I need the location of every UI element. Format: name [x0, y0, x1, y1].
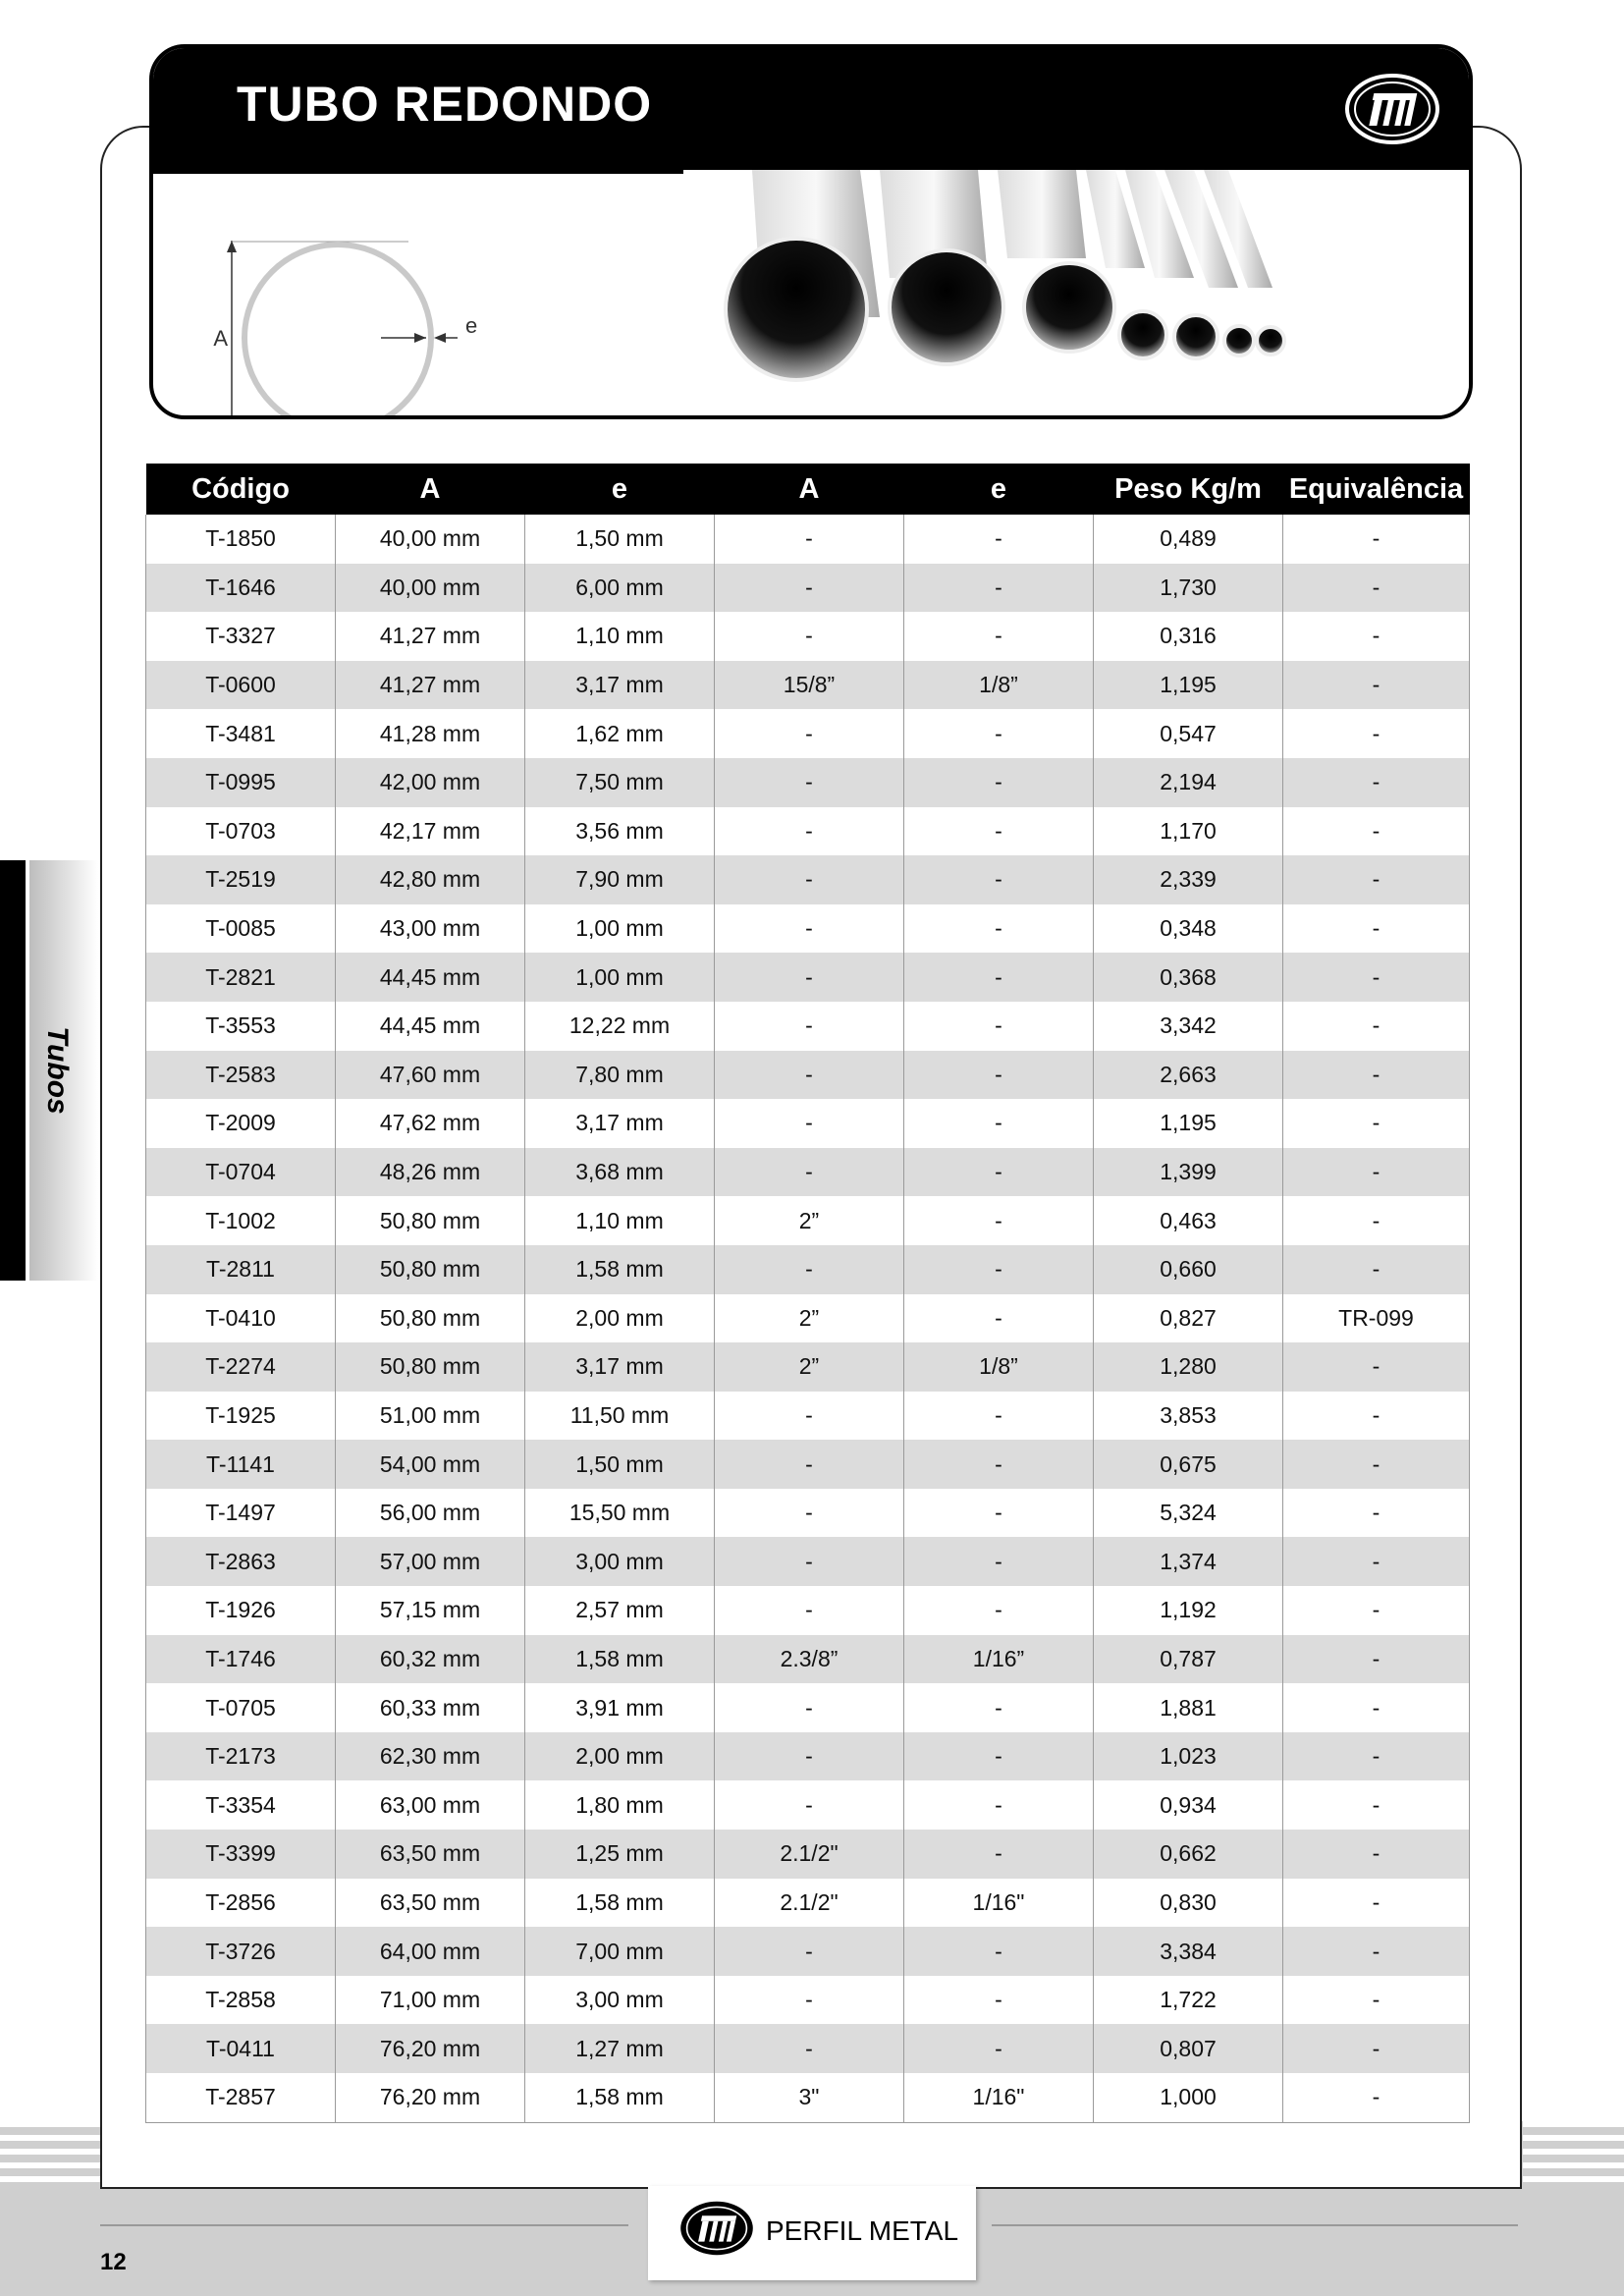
cell-equivalencia: -: [1283, 904, 1470, 954]
cell-e-mm: 7,50 mm: [525, 758, 715, 807]
table-row: [146, 2073, 1470, 2122]
cell-e-mm: 3,56 mm: [525, 807, 715, 856]
side-tab-bar: [0, 860, 26, 1281]
cell-peso: 0,675: [1094, 1440, 1283, 1489]
cell-peso: 0,489: [1094, 515, 1283, 564]
cell-a-inch: 2.1/2": [715, 1830, 904, 1879]
cell-e-inch: -: [904, 1830, 1094, 1879]
cell-e-mm: 1,10 mm: [525, 1196, 715, 1245]
cell-codigo: T-3553: [146, 1002, 336, 1051]
cell-e-inch: -: [904, 758, 1094, 807]
cell-a-inch: -: [715, 1002, 904, 1051]
cell-codigo: T-0411: [146, 2024, 336, 2073]
cell-e-inch: -: [904, 1002, 1094, 1051]
table-row: [146, 1586, 1470, 1635]
cell-a-inch: -: [715, 758, 904, 807]
cell-codigo: T-2009: [146, 1099, 336, 1148]
cell-codigo: T-2811: [146, 1245, 336, 1294]
cell-codigo: T-1141: [146, 1440, 336, 1489]
cell-a-mm: 47,60 mm: [336, 1051, 525, 1100]
cell-a-mm: 76,20 mm: [336, 2024, 525, 2073]
cell-codigo: T-0410: [146, 1294, 336, 1343]
cell-peso: 0,662: [1094, 1830, 1283, 1879]
col-header-equivalencia: Equivalência: [1283, 464, 1470, 515]
cell-e-inch: -: [904, 953, 1094, 1002]
table-body: [146, 515, 1470, 2122]
table-row: [146, 1440, 1470, 1489]
cell-equivalencia: -: [1283, 2073, 1470, 2122]
cell-e-mm: 2,00 mm: [525, 1294, 715, 1343]
cell-codigo: T-0995: [146, 758, 336, 807]
cell-a-mm: 54,00 mm: [336, 1440, 525, 1489]
cell-a-inch: 2”: [715, 1294, 904, 1343]
cell-a-inch: -: [715, 1537, 904, 1586]
cell-equivalencia: -: [1283, 1342, 1470, 1392]
footer-line-left: [100, 2224, 628, 2226]
cell-codigo: T-0704: [146, 1148, 336, 1197]
cell-codigo: T-1002: [146, 1196, 336, 1245]
cell-a-mm: 57,00 mm: [336, 1537, 525, 1586]
cell-peso: 3,342: [1094, 1002, 1283, 1051]
table-row: [146, 904, 1470, 954]
cell-a-inch: -: [715, 612, 904, 661]
col-header-a-inch: A: [715, 464, 904, 515]
side-tab-label: Tubos: [41, 1026, 74, 1115]
cell-peso: 1,730: [1094, 564, 1283, 613]
table-row: [146, 564, 1470, 613]
cell-equivalencia: -: [1283, 1245, 1470, 1294]
cell-e-inch: -: [904, 1294, 1094, 1343]
cell-e-mm: 2,57 mm: [525, 1586, 715, 1635]
table-row: [146, 661, 1470, 710]
cell-e-inch: -: [904, 1245, 1094, 1294]
cell-codigo: T-2583: [146, 1051, 336, 1100]
header-card: [149, 44, 1473, 419]
cell-a-inch: -: [715, 1976, 904, 2025]
table-row: [146, 1099, 1470, 1148]
cell-codigo: T-2857: [146, 2073, 336, 2122]
cell-equivalencia: -: [1283, 1002, 1470, 1051]
cell-e-mm: 1,58 mm: [525, 2073, 715, 2122]
table-row: [146, 1342, 1470, 1392]
cell-e-mm: 1,62 mm: [525, 709, 715, 758]
cell-equivalencia: -: [1283, 2024, 1470, 2073]
table-row: [146, 612, 1470, 661]
cell-a-mm: 62,30 mm: [336, 1732, 525, 1781]
cell-e-mm: 3,00 mm: [525, 1537, 715, 1586]
table-row: [146, 2024, 1470, 2073]
cell-peso: 5,324: [1094, 1489, 1283, 1538]
cell-a-mm: 56,00 mm: [336, 1489, 525, 1538]
table-row: [146, 1927, 1470, 1976]
table-row: [146, 1196, 1470, 1245]
cell-e-inch: -: [904, 1148, 1094, 1197]
cell-equivalencia: -: [1283, 1196, 1470, 1245]
cell-peso: 2,663: [1094, 1051, 1283, 1100]
cell-codigo: T-1926: [146, 1586, 336, 1635]
cell-e-inch: 1/16”: [904, 1635, 1094, 1684]
page-number: 12: [100, 2249, 127, 2275]
cell-a-mm: 63,00 mm: [336, 1780, 525, 1830]
cell-codigo: T-1497: [146, 1489, 336, 1538]
cell-e-mm: 15,50 mm: [525, 1489, 715, 1538]
cell-a-mm: 42,80 mm: [336, 855, 525, 904]
cell-a-mm: 40,00 mm: [336, 515, 525, 564]
cell-a-mm: 42,17 mm: [336, 807, 525, 856]
cell-equivalencia: -: [1283, 1586, 1470, 1635]
cell-equivalencia: -: [1283, 953, 1470, 1002]
cell-a-mm: 76,20 mm: [336, 2073, 525, 2122]
cell-a-inch: -: [715, 1683, 904, 1732]
cell-e-mm: 3,17 mm: [525, 1342, 715, 1392]
cell-a-mm: 50,80 mm: [336, 1196, 525, 1245]
cell-peso: 0,463: [1094, 1196, 1283, 1245]
cell-a-mm: 63,50 mm: [336, 1879, 525, 1928]
footer-brand: PERFIL METAL: [766, 2215, 959, 2246]
col-header-e-inch: e: [904, 464, 1094, 515]
cell-codigo: T-2858: [146, 1976, 336, 2025]
cell-a-mm: 50,80 mm: [336, 1245, 525, 1294]
table-row: [146, 709, 1470, 758]
cell-a-inch: -: [715, 904, 904, 954]
cell-equivalencia: -: [1283, 564, 1470, 613]
cell-e-inch: -: [904, 1976, 1094, 2025]
table-row: [146, 1051, 1470, 1100]
table-row: [146, 758, 1470, 807]
cell-a-inch: -: [715, 1489, 904, 1538]
cell-equivalencia: -: [1283, 807, 1470, 856]
perfil-metal-logo-icon: [677, 2198, 756, 2259]
cell-codigo: T-2274: [146, 1342, 336, 1392]
cell-e-inch: -: [904, 1051, 1094, 1100]
cell-peso: 1,881: [1094, 1683, 1283, 1732]
table-row: [146, 1976, 1470, 2025]
cell-a-inch: -: [715, 564, 904, 613]
cell-e-inch: -: [904, 515, 1094, 564]
col-header-peso: Peso Kg/m: [1094, 464, 1283, 515]
cell-a-mm: 51,00 mm: [336, 1392, 525, 1441]
cell-codigo: T-3726: [146, 1927, 336, 1976]
cell-equivalencia: -: [1283, 1780, 1470, 1830]
cell-e-mm: 11,50 mm: [525, 1392, 715, 1441]
table-row: [146, 1780, 1470, 1830]
cell-a-inch: -: [715, 1440, 904, 1489]
spec-table: [145, 464, 1470, 2123]
cell-codigo: T-3354: [146, 1780, 336, 1830]
cell-a-mm: 50,80 mm: [336, 1342, 525, 1392]
cell-codigo: T-1850: [146, 515, 336, 564]
cell-equivalencia: -: [1283, 1489, 1470, 1538]
cell-equivalencia: -: [1283, 1099, 1470, 1148]
table-header-row: [146, 464, 1470, 515]
cell-a-inch: -: [715, 2024, 904, 2073]
cell-a-mm: 57,15 mm: [336, 1586, 525, 1635]
cell-e-inch: -: [904, 1440, 1094, 1489]
table-row: [146, 1537, 1470, 1586]
table-row: [146, 1294, 1470, 1343]
cell-e-mm: 1,00 mm: [525, 953, 715, 1002]
cell-codigo: T-2863: [146, 1537, 336, 1586]
cell-e-inch: -: [904, 612, 1094, 661]
cell-equivalencia: -: [1283, 1830, 1470, 1879]
cell-a-mm: 40,00 mm: [336, 564, 525, 613]
perfil-metal-logo-icon: [1343, 72, 1441, 146]
cell-e-mm: 1,58 mm: [525, 1879, 715, 1928]
cell-codigo: T-2173: [146, 1732, 336, 1781]
cell-a-mm: 48,26 mm: [336, 1148, 525, 1197]
cell-peso: 0,660: [1094, 1245, 1283, 1294]
label-e: e: [465, 313, 478, 338]
header-bar: [153, 48, 1469, 174]
cell-e-mm: 3,00 mm: [525, 1976, 715, 2025]
cell-peso: 1,280: [1094, 1342, 1283, 1392]
cell-a-inch: -: [715, 709, 904, 758]
cell-peso: 0,934: [1094, 1780, 1283, 1830]
cell-a-inch: -: [715, 807, 904, 856]
cell-peso: 1,170: [1094, 807, 1283, 856]
cell-a-mm: 71,00 mm: [336, 1976, 525, 2025]
table-row: [146, 1683, 1470, 1732]
cell-e-inch: -: [904, 1586, 1094, 1635]
table-row: [146, 1002, 1470, 1051]
cell-e-inch: -: [904, 709, 1094, 758]
cell-codigo: T-2821: [146, 953, 336, 1002]
cell-equivalencia: -: [1283, 1879, 1470, 1928]
cell-a-mm: 60,33 mm: [336, 1683, 525, 1732]
cell-a-inch: -: [715, 1927, 904, 1976]
cell-a-mm: 41,27 mm: [336, 612, 525, 661]
cell-equivalencia: -: [1283, 612, 1470, 661]
cell-e-mm: 7,90 mm: [525, 855, 715, 904]
page-title: TUBO REDONDO: [237, 77, 653, 132]
cell-codigo: T-2856: [146, 1879, 336, 1928]
cell-e-mm: 2,00 mm: [525, 1732, 715, 1781]
cell-peso: 0,787: [1094, 1635, 1283, 1684]
table-row: [146, 1635, 1470, 1684]
cell-a-inch: -: [715, 1051, 904, 1100]
cell-a-inch: -: [715, 1099, 904, 1148]
cell-a-inch: -: [715, 515, 904, 564]
cell-peso: 1,023: [1094, 1732, 1283, 1781]
table-row: [146, 1489, 1470, 1538]
cell-e-inch: 1/16": [904, 1879, 1094, 1928]
table-row: [146, 1732, 1470, 1781]
cell-e-mm: 1,58 mm: [525, 1635, 715, 1684]
cell-peso: 1,374: [1094, 1537, 1283, 1586]
cell-e-inch: -: [904, 1780, 1094, 1830]
cell-peso: 0,316: [1094, 612, 1283, 661]
cell-a-mm: 47,62 mm: [336, 1099, 525, 1148]
cell-e-mm: 3,91 mm: [525, 1683, 715, 1732]
cell-a-inch: -: [715, 953, 904, 1002]
cell-e-mm: 6,00 mm: [525, 564, 715, 613]
cell-equivalencia: -: [1283, 1732, 1470, 1781]
cell-e-inch: -: [904, 1099, 1094, 1148]
cell-a-inch: 2.3/8”: [715, 1635, 904, 1684]
cell-a-mm: 44,45 mm: [336, 1002, 525, 1051]
cell-e-inch: 1/16": [904, 2073, 1094, 2122]
cell-a-inch: 15/8”: [715, 661, 904, 710]
table-row: [146, 855, 1470, 904]
cell-e-inch: -: [904, 1196, 1094, 1245]
cell-a-mm: 44,45 mm: [336, 953, 525, 1002]
cell-e-mm: 3,68 mm: [525, 1148, 715, 1197]
cell-codigo: T-0705: [146, 1683, 336, 1732]
cell-a-mm: 64,00 mm: [336, 1927, 525, 1976]
footer-line-right: [992, 2224, 1518, 2226]
cell-equivalencia: -: [1283, 855, 1470, 904]
cell-e-inch: -: [904, 1732, 1094, 1781]
cell-a-inch: -: [715, 1780, 904, 1830]
cell-a-inch: -: [715, 1148, 904, 1197]
cell-e-mm: 1,00 mm: [525, 904, 715, 954]
cell-codigo: T-3399: [146, 1830, 336, 1879]
cell-a-mm: 60,32 mm: [336, 1635, 525, 1684]
cell-e-inch: -: [904, 2024, 1094, 2073]
cell-codigo: T-1925: [146, 1392, 336, 1441]
cell-e-mm: 1,10 mm: [525, 612, 715, 661]
cell-peso: 1,722: [1094, 1976, 1283, 2025]
cell-e-mm: 12,22 mm: [525, 1002, 715, 1051]
cell-equivalencia: -: [1283, 1976, 1470, 2025]
cell-e-mm: 3,17 mm: [525, 661, 715, 710]
col-header-codigo: Código: [146, 464, 336, 515]
cell-a-inch: 2”: [715, 1196, 904, 1245]
table-row: [146, 1245, 1470, 1294]
cell-codigo: T-2519: [146, 855, 336, 904]
cell-equivalencia: -: [1283, 1148, 1470, 1197]
tubes-photo: [683, 170, 1469, 415]
cell-equivalencia: -: [1283, 1635, 1470, 1684]
cell-e-mm: 3,17 mm: [525, 1099, 715, 1148]
cell-e-inch: -: [904, 1489, 1094, 1538]
cell-e-mm: 1,58 mm: [525, 1245, 715, 1294]
cell-peso: 1,000: [1094, 2073, 1283, 2122]
table-row: [146, 1830, 1470, 1879]
cell-e-mm: 1,50 mm: [525, 1440, 715, 1489]
cell-equivalencia: -: [1283, 1537, 1470, 1586]
cell-peso: 0,547: [1094, 709, 1283, 758]
cell-a-mm: 42,00 mm: [336, 758, 525, 807]
table-row: [146, 953, 1470, 1002]
cell-e-inch: -: [904, 1927, 1094, 1976]
cell-peso: 3,384: [1094, 1927, 1283, 1976]
cell-equivalencia: -: [1283, 661, 1470, 710]
cell-peso: 0,368: [1094, 953, 1283, 1002]
table-row: [146, 1392, 1470, 1441]
cell-peso: 1,195: [1094, 661, 1283, 710]
cell-e-mm: 1,27 mm: [525, 2024, 715, 2073]
bottom-band-stripes-left: [0, 2121, 101, 2190]
tube-cross-section-diagram: [212, 186, 566, 419]
table-row: [146, 1148, 1470, 1197]
cell-e-mm: 1,25 mm: [525, 1830, 715, 1879]
col-header-e-mm: e: [525, 464, 715, 515]
cell-peso: 2,194: [1094, 758, 1283, 807]
cell-equivalencia: -: [1283, 1440, 1470, 1489]
cell-a-mm: 43,00 mm: [336, 904, 525, 954]
cell-a-mm: 41,28 mm: [336, 709, 525, 758]
cell-codigo: T-0703: [146, 807, 336, 856]
cell-e-inch: 1/8”: [904, 1342, 1094, 1392]
cell-e-inch: -: [904, 807, 1094, 856]
cell-peso: 3,853: [1094, 1392, 1283, 1441]
cell-equivalencia: -: [1283, 758, 1470, 807]
cell-peso: 1,399: [1094, 1148, 1283, 1197]
cell-e-inch: 1/8”: [904, 661, 1094, 710]
cell-codigo: T-0085: [146, 904, 336, 954]
cell-codigo: T-3327: [146, 612, 336, 661]
cell-e-inch: -: [904, 855, 1094, 904]
cell-equivalencia: -: [1283, 1683, 1470, 1732]
cell-peso: 1,192: [1094, 1586, 1283, 1635]
cell-equivalencia: TR-099: [1283, 1294, 1470, 1343]
cell-a-mm: 63,50 mm: [336, 1830, 525, 1879]
cell-e-inch: -: [904, 904, 1094, 954]
cell-codigo: T-1746: [146, 1635, 336, 1684]
cell-e-inch: -: [904, 1392, 1094, 1441]
cell-e-mm: 7,80 mm: [525, 1051, 715, 1100]
cell-codigo: T-0600: [146, 661, 336, 710]
bottom-band-stripes-right: [1523, 2121, 1624, 2190]
cell-peso: 0,807: [1094, 2024, 1283, 2073]
cell-codigo: T-3481: [146, 709, 336, 758]
cell-e-mm: 7,00 mm: [525, 1927, 715, 1976]
cell-a-inch: -: [715, 1732, 904, 1781]
cell-equivalencia: -: [1283, 709, 1470, 758]
label-a: A: [213, 326, 228, 351]
cell-peso: 0,830: [1094, 1879, 1283, 1928]
cell-a-inch: -: [715, 1586, 904, 1635]
cell-equivalencia: -: [1283, 1051, 1470, 1100]
cell-peso: 0,348: [1094, 904, 1283, 954]
cell-a-inch: 3": [715, 2073, 904, 2122]
col-header-a-mm: A: [336, 464, 525, 515]
cell-e-mm: 1,50 mm: [525, 515, 715, 564]
cell-a-mm: 50,80 mm: [336, 1294, 525, 1343]
table-row: [146, 807, 1470, 856]
table-row: [146, 1879, 1470, 1928]
cell-a-inch: -: [715, 1245, 904, 1294]
table-row: [146, 515, 1470, 564]
cell-a-inch: -: [715, 1392, 904, 1441]
cell-codigo: T-1646: [146, 564, 336, 613]
cell-a-mm: 41,27 mm: [336, 661, 525, 710]
cell-a-inch: -: [715, 855, 904, 904]
cell-peso: 0,827: [1094, 1294, 1283, 1343]
cell-peso: 1,195: [1094, 1099, 1283, 1148]
cell-equivalencia: -: [1283, 1927, 1470, 1976]
cell-equivalencia: -: [1283, 1392, 1470, 1441]
cell-e-inch: -: [904, 1683, 1094, 1732]
cell-a-inch: 2”: [715, 1342, 904, 1392]
cell-equivalencia: -: [1283, 515, 1470, 564]
cell-peso: 2,339: [1094, 855, 1283, 904]
cell-e-mm: 1,80 mm: [525, 1780, 715, 1830]
cell-e-inch: -: [904, 1537, 1094, 1586]
cell-a-inch: 2.1/2": [715, 1879, 904, 1928]
side-tab: [0, 860, 98, 1281]
cell-e-inch: -: [904, 564, 1094, 613]
